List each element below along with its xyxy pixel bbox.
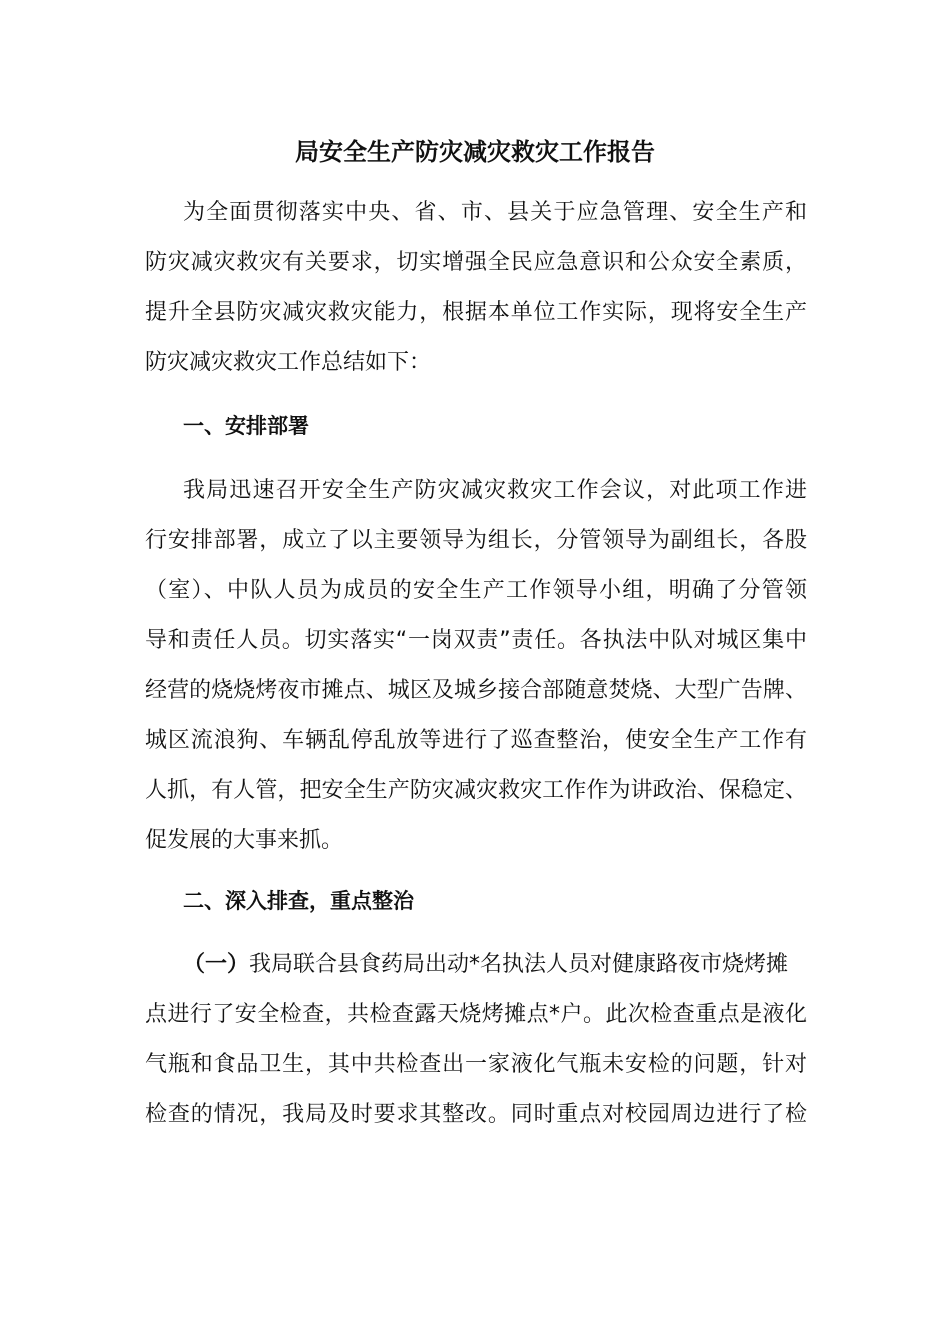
- text-span: 我局联合县食药局出动*名执法人员对健康路夜市烧烤摊: [249, 952, 789, 977]
- text-line: 为全面贯彻落实中央、省、市、县关于应急管理、安全生产和: [183, 200, 807, 225]
- section-heading-1: 一、安排部署: [183, 414, 309, 438]
- text-line: [145, 940, 807, 990]
- section1-paragraph: [145, 466, 807, 866]
- text-line: 我局迅速召开安全生产防灾减灾救灾工作会议，对此项工作进: [183, 478, 807, 503]
- text-line: 行安排部署，成立了以主要领导为组长，分管领导为副组长，各股: [145, 528, 807, 553]
- text-line: 提升全县防灾减灾救灾能力，根据本单位工作实际，现将安全生产: [145, 300, 807, 325]
- text-line: 促发展的大事来抓。: [145, 828, 344, 853]
- section2-paragraph: [145, 940, 807, 1140]
- text-line: 点进行了安全检查，共检查露天烧烤摊点*户。此次检查重点是液化: [145, 1002, 807, 1027]
- text-line: 导和责任人员。切实落实“一岗双责”责任。各执法中队对城区集中: [145, 628, 807, 653]
- text-line: 防灾减灾救灾有关要求，切实增强全民应急意识和公众安全素质，: [145, 250, 807, 275]
- text-line: 气瓶和食品卫生，其中共检查出一家液化气瓶未安检的问题，针对: [145, 1052, 807, 1077]
- text-line: 经营的烧烧烤夜市摊点、城区及城乡接合部随意焚烧、大型广告牌、: [145, 678, 807, 703]
- text-line: （室）、中队人员为成员的安全生产工作领导小组，明确了分管领: [145, 578, 807, 603]
- text-line: 城区流浪狗、车辆乱停乱放等进行了巡查整治，使安全生产工作有: [145, 728, 807, 753]
- text-line: 检查的情况，我局及时要求其整改。同时重点对校园周边进行了检: [145, 1102, 807, 1127]
- text-line: 防灾减灾救灾工作总结如下：: [145, 350, 432, 375]
- intro-paragraph: [145, 188, 807, 388]
- subsection-label: （一）: [183, 952, 250, 977]
- text-line: 人抓，有人管，把安全生产防灾减灾救灾工作作为讲政治、保稳定、: [145, 778, 807, 803]
- section-heading-2: 二、深入排查，重点整治: [183, 889, 414, 913]
- document-title: 局安全生产防灾减灾救灾工作报告: [295, 138, 655, 166]
